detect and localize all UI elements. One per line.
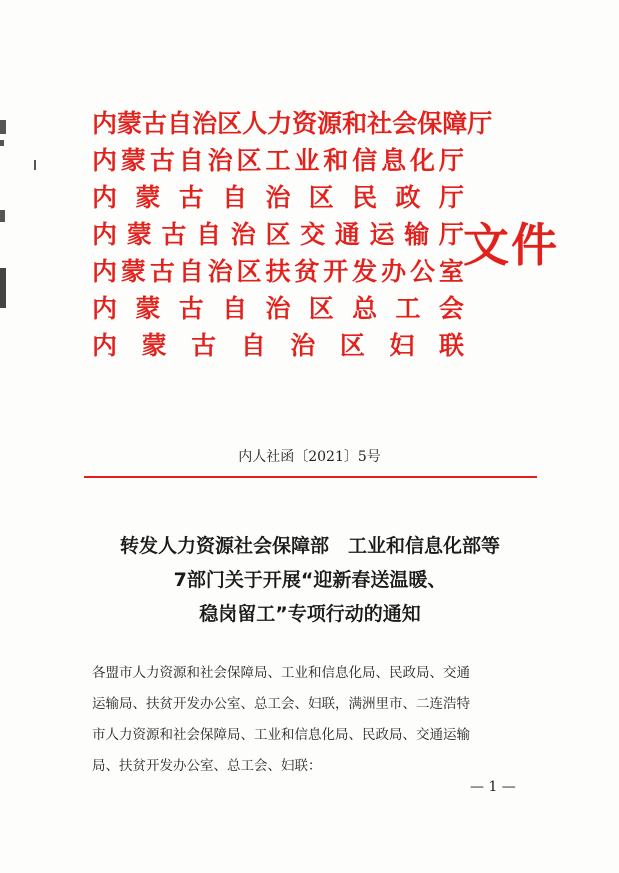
issuer-char: 区 xyxy=(217,109,243,138)
issuer-char: 妇 xyxy=(389,331,415,360)
issuer-char: 保 xyxy=(417,109,443,138)
issuer-char: 民 xyxy=(352,183,378,212)
scan-mark xyxy=(0,268,6,308)
issuer-char: 输 xyxy=(404,220,430,249)
title-line: 稳岗留工”专项行动的通知 xyxy=(199,603,421,625)
issuer-char: 总 xyxy=(352,294,378,323)
document-label: 文件 xyxy=(463,218,559,272)
issuer-char: 厅 xyxy=(438,220,464,249)
issuer-char: 自 xyxy=(167,109,193,138)
issuer-char: 和 xyxy=(342,109,368,138)
issuer-char: 障 xyxy=(442,109,468,138)
issuer-char: 自 xyxy=(196,220,222,249)
issuer-char: 自 xyxy=(222,294,248,323)
issuer-char: 力 xyxy=(267,109,293,138)
issuer-char: 蒙 xyxy=(135,294,161,323)
body-line: 运输局、扶贫开发办公室、总工会、妇联，满洲里市、二连浩特 xyxy=(92,696,470,712)
issuer-char: 会 xyxy=(438,294,464,323)
issuer-char: 区 xyxy=(265,220,291,249)
scan-mark xyxy=(0,140,4,146)
issuer-char: 治 xyxy=(207,146,233,175)
issuer-line xyxy=(92,253,464,290)
issuer-char: 蒙 xyxy=(126,220,152,249)
issuer-char: 自 xyxy=(240,331,266,360)
issuer-char: 厅 xyxy=(438,183,464,212)
issuer-line xyxy=(92,179,464,216)
issuer-char: 内 xyxy=(92,220,118,249)
issuer-char: 内 xyxy=(92,331,118,360)
issuer-char: 交 xyxy=(300,220,326,249)
issuer-char: 治 xyxy=(207,257,233,286)
issuer-char: 古 xyxy=(142,109,168,138)
scan-mark xyxy=(0,120,6,134)
issuer-char: 自 xyxy=(178,257,204,286)
issuer-char: 蒙 xyxy=(141,331,167,360)
issuer-block xyxy=(92,105,493,364)
issuer-char: 区 xyxy=(339,331,365,360)
issuer-line xyxy=(92,327,464,364)
issuer-char: 治 xyxy=(230,220,256,249)
issuer-char: 办 xyxy=(381,257,407,286)
issuer-char: 信 xyxy=(352,146,378,175)
issuer-char: 扶 xyxy=(265,257,291,286)
document-title xyxy=(60,529,560,631)
issuer-line xyxy=(92,216,464,253)
issuer-char: 政 xyxy=(395,183,421,212)
document-body xyxy=(92,658,542,782)
issuer-char: 内 xyxy=(92,183,118,212)
issuer-char: 息 xyxy=(381,146,407,175)
issuer-char: 工 xyxy=(395,294,421,323)
issuer-char: 内 xyxy=(92,146,118,175)
issuer-char: 工 xyxy=(265,146,291,175)
issuer-char: 内 xyxy=(92,294,118,323)
issuer-char: 古 xyxy=(191,331,217,360)
issuer-char: 开 xyxy=(323,257,349,286)
issuer-char: 社 xyxy=(367,109,393,138)
body-line: 局、扶贫开发办公室、总工会、妇联： xyxy=(92,758,322,774)
issuer-char: 联 xyxy=(438,331,464,360)
issuer-char: 内 xyxy=(92,109,118,138)
page-number: — 1 — xyxy=(470,779,516,795)
scan-mark xyxy=(34,160,36,170)
issuer-char: 业 xyxy=(294,146,320,175)
issuer-char: 和 xyxy=(323,146,349,175)
issuer-char: 人 xyxy=(242,109,268,138)
issuer-char: 治 xyxy=(265,183,291,212)
issuer-line xyxy=(92,105,493,142)
issuer-char: 发 xyxy=(352,257,378,286)
issuer-char: 古 xyxy=(149,146,175,175)
issuer-char: 治 xyxy=(265,294,291,323)
issuer-line xyxy=(92,142,464,179)
issuer-char: 蒙 xyxy=(120,257,146,286)
issuer-char: 通 xyxy=(334,220,360,249)
issuer-char: 古 xyxy=(161,220,187,249)
scan-mark xyxy=(0,210,5,222)
issuer-char: 蒙 xyxy=(135,183,161,212)
red-divider xyxy=(84,476,537,478)
title-line: 7部门关于开展“迎新春送温暖、 xyxy=(173,569,447,591)
issuer-char: 区 xyxy=(308,294,334,323)
body-line: 各盟市人力资源和社会保障局、工业和信息化局、民政局、交通 xyxy=(92,665,470,681)
document-number: 内人社函〔2021〕5号 xyxy=(238,449,381,465)
issuer-char: 运 xyxy=(369,220,395,249)
issuer-char: 自 xyxy=(178,146,204,175)
issuer-char: 室 xyxy=(438,257,464,286)
issuer-char: 贫 xyxy=(294,257,320,286)
issuer-char: 蒙 xyxy=(120,146,146,175)
issuer-char: 治 xyxy=(290,331,316,360)
issuer-line xyxy=(92,290,464,327)
issuer-char: 古 xyxy=(178,183,204,212)
issuer-char: 区 xyxy=(236,257,262,286)
issuer-char: 治 xyxy=(192,109,218,138)
title-line: 转发人力资源社会保障部 工业和信息化部等 xyxy=(119,535,500,557)
issuer-char: 厅 xyxy=(467,109,493,138)
issuer-char: 古 xyxy=(178,294,204,323)
issuer-char: 内 xyxy=(92,257,118,286)
issuer-char: 源 xyxy=(317,109,343,138)
issuer-char: 厅 xyxy=(438,146,464,175)
body-line: 市人力资源和社会保障局、工业和信息化局、民政局、交通运输 xyxy=(92,727,470,743)
issuer-char: 会 xyxy=(392,109,418,138)
issuer-char: 区 xyxy=(308,183,334,212)
issuer-char: 公 xyxy=(409,257,435,286)
issuer-char: 化 xyxy=(409,146,435,175)
issuer-char: 自 xyxy=(222,183,248,212)
issuer-char: 资 xyxy=(292,109,318,138)
issuer-char: 古 xyxy=(149,257,175,286)
issuer-char: 区 xyxy=(236,146,262,175)
issuer-char: 蒙 xyxy=(117,109,143,138)
